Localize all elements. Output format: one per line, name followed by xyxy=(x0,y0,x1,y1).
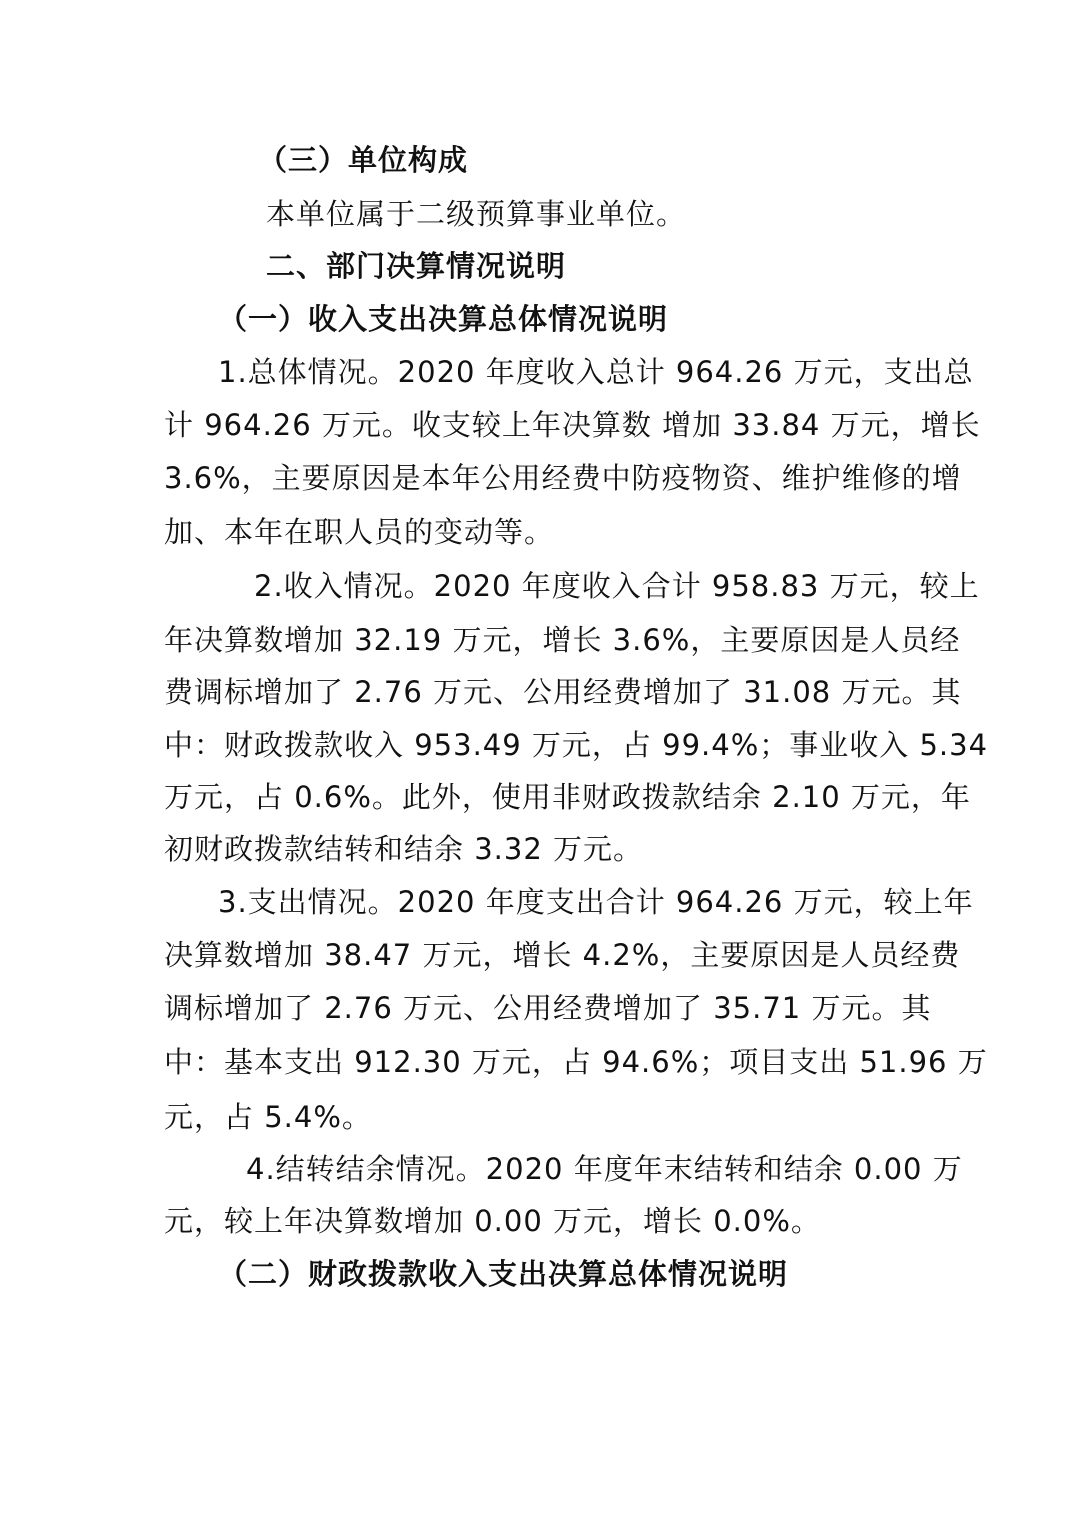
paragraph-line: 费调标增加了 2.76 万元、公用经费增加了 31.08 万元。其 xyxy=(164,675,962,709)
paragraph-line: 本单位属于二级预算事业单位。 xyxy=(266,197,687,231)
paragraph-line: 4.结转结余情况。2020 年度年末结转和结余 0.00 万 xyxy=(246,1152,963,1186)
paragraph-line: 中：财政拨款收入 953.49 万元，占 99.4%；事业收入 5.34 xyxy=(164,728,989,762)
paragraph-line: 调标增加了 2.76 万元、公用经费增加了 35.71 万元。其 xyxy=(164,991,932,1025)
subsection-heading-income-expenditure: （一）收入支出决算总体情况说明 xyxy=(218,302,669,336)
paragraph-line: 元，较上年决算数增加 0.00 万元，增长 0.0%。 xyxy=(164,1204,821,1238)
paragraph-line: 年决算数增加 32.19 万元，增长 3.6%，主要原因是人员经 xyxy=(164,623,961,657)
paragraph-line: 中：基本支出 912.30 万元，占 94.6%；项目支出 51.96 万 xyxy=(164,1045,988,1079)
paragraph-line: 决算数增加 38.47 万元，增长 4.2%，主要原因是人员经费 xyxy=(164,938,961,972)
section-heading-final-accounts: 二、部门决算情况说明 xyxy=(266,249,567,283)
paragraph-line: 元，占 5.4%。 xyxy=(164,1100,372,1134)
paragraph-line: 2.收入情况。2020 年度收入合计 958.83 万元，较上 xyxy=(254,569,980,603)
section-heading-unit-composition: （三）单位构成 xyxy=(258,143,469,177)
paragraph-line: 1.总体情况。2020 年度收入总计 964.26 万元，支出总 xyxy=(218,355,974,389)
paragraph-line: 初财政拨款结转和结余 3.32 万元。 xyxy=(164,832,644,866)
paragraph-line: 3.支出情况。2020 年度支出合计 964.26 万元，较上年 xyxy=(218,885,974,919)
subsection-heading-fiscal-appropriation: （二）财政拨款收入支出决算总体情况说明 xyxy=(218,1257,789,1291)
paragraph-line: 加、本年在职人员的变动等。 xyxy=(164,515,555,549)
paragraph-line: 万元，占 0.6%。此外，使用非财政拨款结余 2.10 万元，年 xyxy=(164,780,971,814)
paragraph-line: 计 964.26 万元。收支较上年决算数 增加 33.84 万元，增长 xyxy=(164,408,981,442)
paragraph-line: 3.6%，主要原因是本年公用经费中防疫物资、维护维修的增 xyxy=(164,461,962,495)
